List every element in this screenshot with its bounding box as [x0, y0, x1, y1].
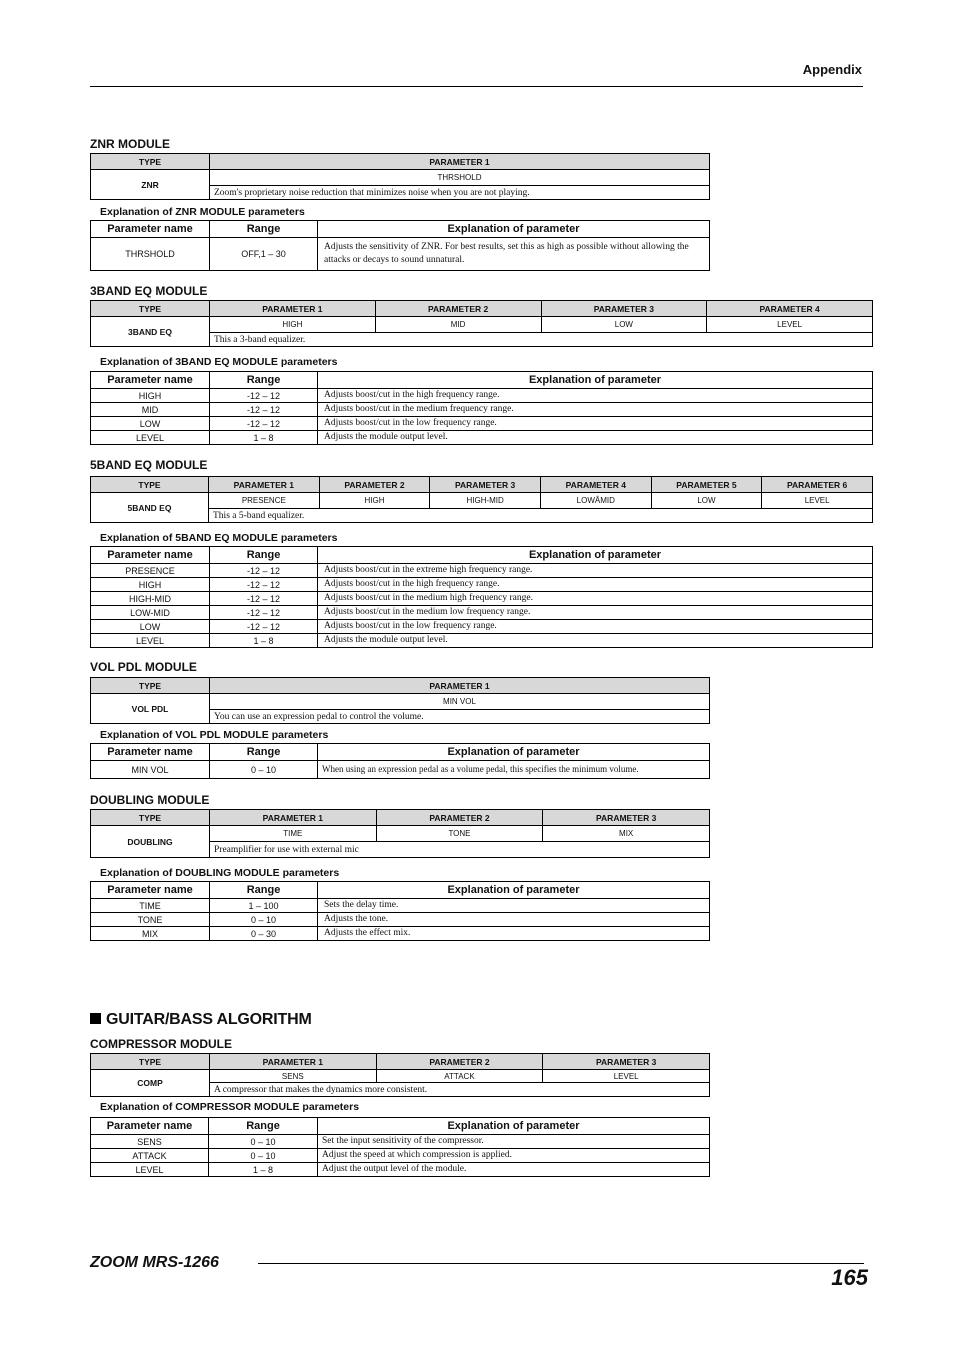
parameter-value: HIGH-MID	[430, 493, 541, 509]
type-header: TYPE	[91, 810, 210, 826]
type-cell: ZNR	[91, 170, 210, 200]
module-description: A compressor that makes the dynamics more consistent.	[210, 1083, 710, 1097]
parameter-name: TIME	[91, 899, 210, 913]
parameter-name: PRESENCE	[91, 564, 210, 578]
parameter-header: PARAMETER 6	[762, 477, 873, 493]
parameter-range: 0 – 10	[209, 1135, 318, 1149]
5band-eq-explanation-title: Explanation of 5BAND EQ MODULE parameters	[100, 532, 338, 544]
compressor-parameter-table	[90, 1053, 710, 1097]
range-header: Range	[210, 221, 318, 238]
footer-rule	[258, 1263, 864, 1264]
parameter-explanation: Adjusts the sensitivity of ZNR. For best results, set this as high as possible without allowing the attacks or decays to sound unnatural.	[318, 238, 710, 271]
3band-eq-module-title: 3BAND EQ MODULE	[90, 284, 208, 298]
type-cell: DOUBLING	[91, 826, 210, 858]
parameter-name-header: Parameter name	[91, 547, 210, 564]
parameter-name: THRSHOLD	[91, 238, 210, 271]
parameter-explanation: Adjusts the module output level.	[318, 431, 873, 445]
square-bullet-icon	[90, 1013, 101, 1024]
parameter-explanation: Adjust the output level of the module.	[318, 1163, 710, 1177]
parameter-name: MIX	[91, 927, 210, 941]
doubling-module-title: DOUBLING MODULE	[90, 793, 210, 807]
footer-brand: ZOOM MRS-1266	[90, 1254, 219, 1271]
type-cell: 5BAND EQ	[91, 493, 209, 523]
5band-eq-module-title: 5BAND EQ MODULE	[90, 458, 208, 472]
module-description: This a 5-band equalizer.	[209, 509, 873, 523]
parameter-range: 0 – 10	[209, 1149, 318, 1163]
znr-explanation-table	[90, 220, 710, 271]
parameter-value: LOWÂMID	[540, 493, 651, 509]
parameter-value: TONE	[376, 826, 543, 842]
parameter-name-header: Parameter name	[91, 1118, 209, 1135]
doubling-parameter-table	[90, 809, 710, 858]
page-number: 165	[831, 1265, 868, 1290]
parameter-explanation: Adjusts boost/cut in the low frequency range.	[318, 620, 873, 634]
parameter-header: PARAMETER 1	[210, 301, 376, 317]
3band-eq-explanation-table	[90, 371, 873, 445]
parameter-header: PARAMETER 3	[541, 301, 707, 317]
module-description: Zoom's proprietary noise reduction that minimizes noise when you are not playing.	[210, 186, 710, 200]
explanation-header: Explanation of parameter	[318, 744, 710, 761]
parameter-range: -12 – 12	[210, 417, 318, 431]
znr-explanation-title: Explanation of ZNR MODULE parameters	[100, 206, 305, 218]
parameter-name: LEVEL	[91, 1163, 209, 1177]
parameter-name-header: Parameter name	[91, 882, 210, 899]
vol-pdl-explanation-table	[90, 743, 710, 779]
type-cell: 3BAND EQ	[91, 317, 210, 347]
type-header: TYPE	[91, 301, 210, 317]
parameter-value: TIME	[210, 826, 377, 842]
parameter-name: SENS	[91, 1135, 209, 1149]
parameter-explanation: When using an expression pedal as a volume pedal, this specifies the minimum volume.	[318, 761, 710, 779]
parameter-explanation: Adjusts the module output level.	[318, 634, 873, 648]
explanation-header: Explanation of parameter	[318, 372, 873, 389]
algorithm-heading-text: GUITAR/BASS ALGORITHM	[106, 1011, 312, 1028]
parameter-value: LEVEL	[543, 1070, 710, 1083]
parameter-name: TONE	[91, 913, 210, 927]
compressor-explanation-title: Explanation of COMPRESSOR MODULE parameters	[100, 1101, 360, 1113]
parameter-name: MIN VOL	[91, 761, 210, 779]
parameter-name: HIGH	[91, 578, 210, 592]
parameter-range: 1 – 8	[210, 431, 318, 445]
algorithm-heading	[90, 1011, 312, 1029]
parameter-value: LEVEL	[762, 493, 873, 509]
vol-pdl-explanation-title: Explanation of VOL PDL MODULE parameters	[100, 729, 329, 741]
parameter-explanation: Adjusts boost/cut in the medium high frequency range.	[318, 592, 873, 606]
parameter-header: PARAMETER 1	[210, 810, 377, 826]
parameter-header: PARAMETER 2	[375, 301, 541, 317]
znr-module-title: ZNR MODULE	[90, 137, 170, 151]
parameter-header: PARAMETER 2	[376, 810, 543, 826]
doubling-explanation-title: Explanation of DOUBLING MODULE parameters	[100, 867, 340, 879]
parameter-name: HIGH-MID	[91, 592, 210, 606]
parameter-name: LOW	[91, 620, 210, 634]
range-header: Range	[210, 882, 318, 899]
type-header: TYPE	[91, 1054, 210, 1070]
parameter-value: PRESENCE	[209, 493, 320, 509]
vol-pdl-module-title: VOL PDL MODULE	[90, 660, 197, 674]
compressor-explanation-table	[90, 1117, 710, 1177]
parameter-value: MID	[375, 317, 541, 333]
parameter-name: LEVEL	[91, 634, 210, 648]
explanation-header: Explanation of parameter	[318, 221, 710, 238]
explanation-header: Explanation of parameter	[318, 547, 873, 564]
parameter-explanation: Adjusts the effect mix.	[318, 927, 710, 941]
parameter-value: ATTACK	[376, 1070, 543, 1083]
parameter-value: LEVEL	[707, 317, 873, 333]
range-header: Range	[209, 1118, 318, 1135]
parameter-range: 1 – 8	[209, 1163, 318, 1177]
parameter-header: PARAMETER 4	[707, 301, 873, 317]
parameter-range: -12 – 12	[210, 620, 318, 634]
parameter-explanation: Sets the delay time.	[318, 899, 710, 913]
parameter-name: MID	[91, 403, 210, 417]
parameter-explanation: Adjusts boost/cut in the high frequency range.	[318, 389, 873, 403]
module-description: You can use an expression pedal to control the volume.	[210, 710, 710, 724]
explanation-header: Explanation of parameter	[318, 882, 710, 899]
parameter-header: PARAMETER 1	[209, 477, 320, 493]
parameter-range: 0 – 10	[210, 761, 318, 779]
type-header: TYPE	[91, 154, 210, 170]
parameter-value: THRSHOLD	[210, 170, 710, 186]
parameter-explanation: Adjusts the tone.	[318, 913, 710, 927]
doubling-explanation-table	[90, 881, 710, 941]
parameter-explanation: Adjusts boost/cut in the high frequency range.	[318, 578, 873, 592]
parameter-header: PARAMETER 1	[210, 1054, 377, 1070]
parameter-header: PARAMETER 2	[319, 477, 430, 493]
parameter-header: PARAMETER 5	[651, 477, 762, 493]
explanation-header: Explanation of parameter	[318, 1118, 710, 1135]
type-cell: VOL PDL	[91, 694, 210, 724]
parameter-name: ATTACK	[91, 1149, 209, 1163]
parameter-range: OFF,1 – 30	[210, 238, 318, 271]
compressor-module-title: COMPRESSOR MODULE	[90, 1037, 233, 1051]
parameter-header: PARAMETER 1	[210, 678, 710, 694]
parameter-name: LEVEL	[91, 431, 210, 445]
parameter-range: -12 – 12	[210, 606, 318, 620]
parameter-header: PARAMETER 3	[543, 810, 710, 826]
parameter-range: 0 – 30	[210, 927, 318, 941]
parameter-value: SENS	[210, 1070, 377, 1083]
5band-eq-explanation-table	[90, 546, 873, 648]
parameter-explanation: Adjusts boost/cut in the extreme high frequency range.	[318, 564, 873, 578]
parameter-header: PARAMETER 4	[540, 477, 651, 493]
parameter-name: LOW-MID	[91, 606, 210, 620]
parameter-value: MIX	[543, 826, 710, 842]
parameter-range: -12 – 12	[210, 389, 318, 403]
parameter-range: 0 – 10	[210, 913, 318, 927]
parameter-range: 1 – 8	[210, 634, 318, 648]
parameter-value: LOW	[651, 493, 762, 509]
parameter-explanation: Adjust the speed at which compression is applied.	[318, 1149, 710, 1163]
module-description: Preamplifier for use with external mic	[210, 842, 710, 858]
parameter-value: MIN VOL	[210, 694, 710, 710]
module-description: This a 3-band equalizer.	[210, 333, 873, 347]
parameter-name-header: Parameter name	[91, 221, 210, 238]
5band-eq-parameter-table	[90, 476, 873, 523]
parameter-range: -12 – 12	[210, 592, 318, 606]
parameter-header: PARAMETER 3	[430, 477, 541, 493]
parameter-value: HIGH	[210, 317, 376, 333]
parameter-explanation: Adjusts boost/cut in the medium low frequency range.	[318, 606, 873, 620]
type-header: TYPE	[91, 678, 210, 694]
parameter-range: -12 – 12	[210, 564, 318, 578]
header-rule	[90, 86, 863, 87]
znr-parameter-table	[90, 153, 710, 200]
type-header: TYPE	[91, 477, 209, 493]
parameter-header: PARAMETER 1	[210, 154, 710, 170]
parameter-value: LOW	[541, 317, 707, 333]
parameter-header: PARAMETER 3	[543, 1054, 710, 1070]
parameter-explanation: Adjusts boost/cut in the low frequency range.	[318, 417, 873, 431]
parameter-range: 1 – 100	[210, 899, 318, 913]
3band-eq-explanation-title: Explanation of 3BAND EQ MODULE parameters	[100, 356, 338, 368]
parameter-value: HIGH	[319, 493, 430, 509]
parameter-name-header: Parameter name	[91, 372, 210, 389]
range-header: Range	[210, 372, 318, 389]
section-header: Appendix	[802, 62, 862, 77]
vol-pdl-parameter-table	[90, 677, 710, 724]
parameter-range: -12 – 12	[210, 578, 318, 592]
parameter-name: LOW	[91, 417, 210, 431]
parameter-range: -12 – 12	[210, 403, 318, 417]
3band-eq-parameter-table	[90, 300, 873, 347]
parameter-explanation: Adjusts boost/cut in the medium frequency range.	[318, 403, 873, 417]
range-header: Range	[210, 547, 318, 564]
parameter-name: HIGH	[91, 389, 210, 403]
parameter-explanation: Set the input sensitivity of the compressor.	[318, 1135, 710, 1149]
range-header: Range	[210, 744, 318, 761]
type-cell: COMP	[91, 1070, 210, 1097]
parameter-header: PARAMETER 2	[376, 1054, 543, 1070]
parameter-name-header: Parameter name	[91, 744, 210, 761]
